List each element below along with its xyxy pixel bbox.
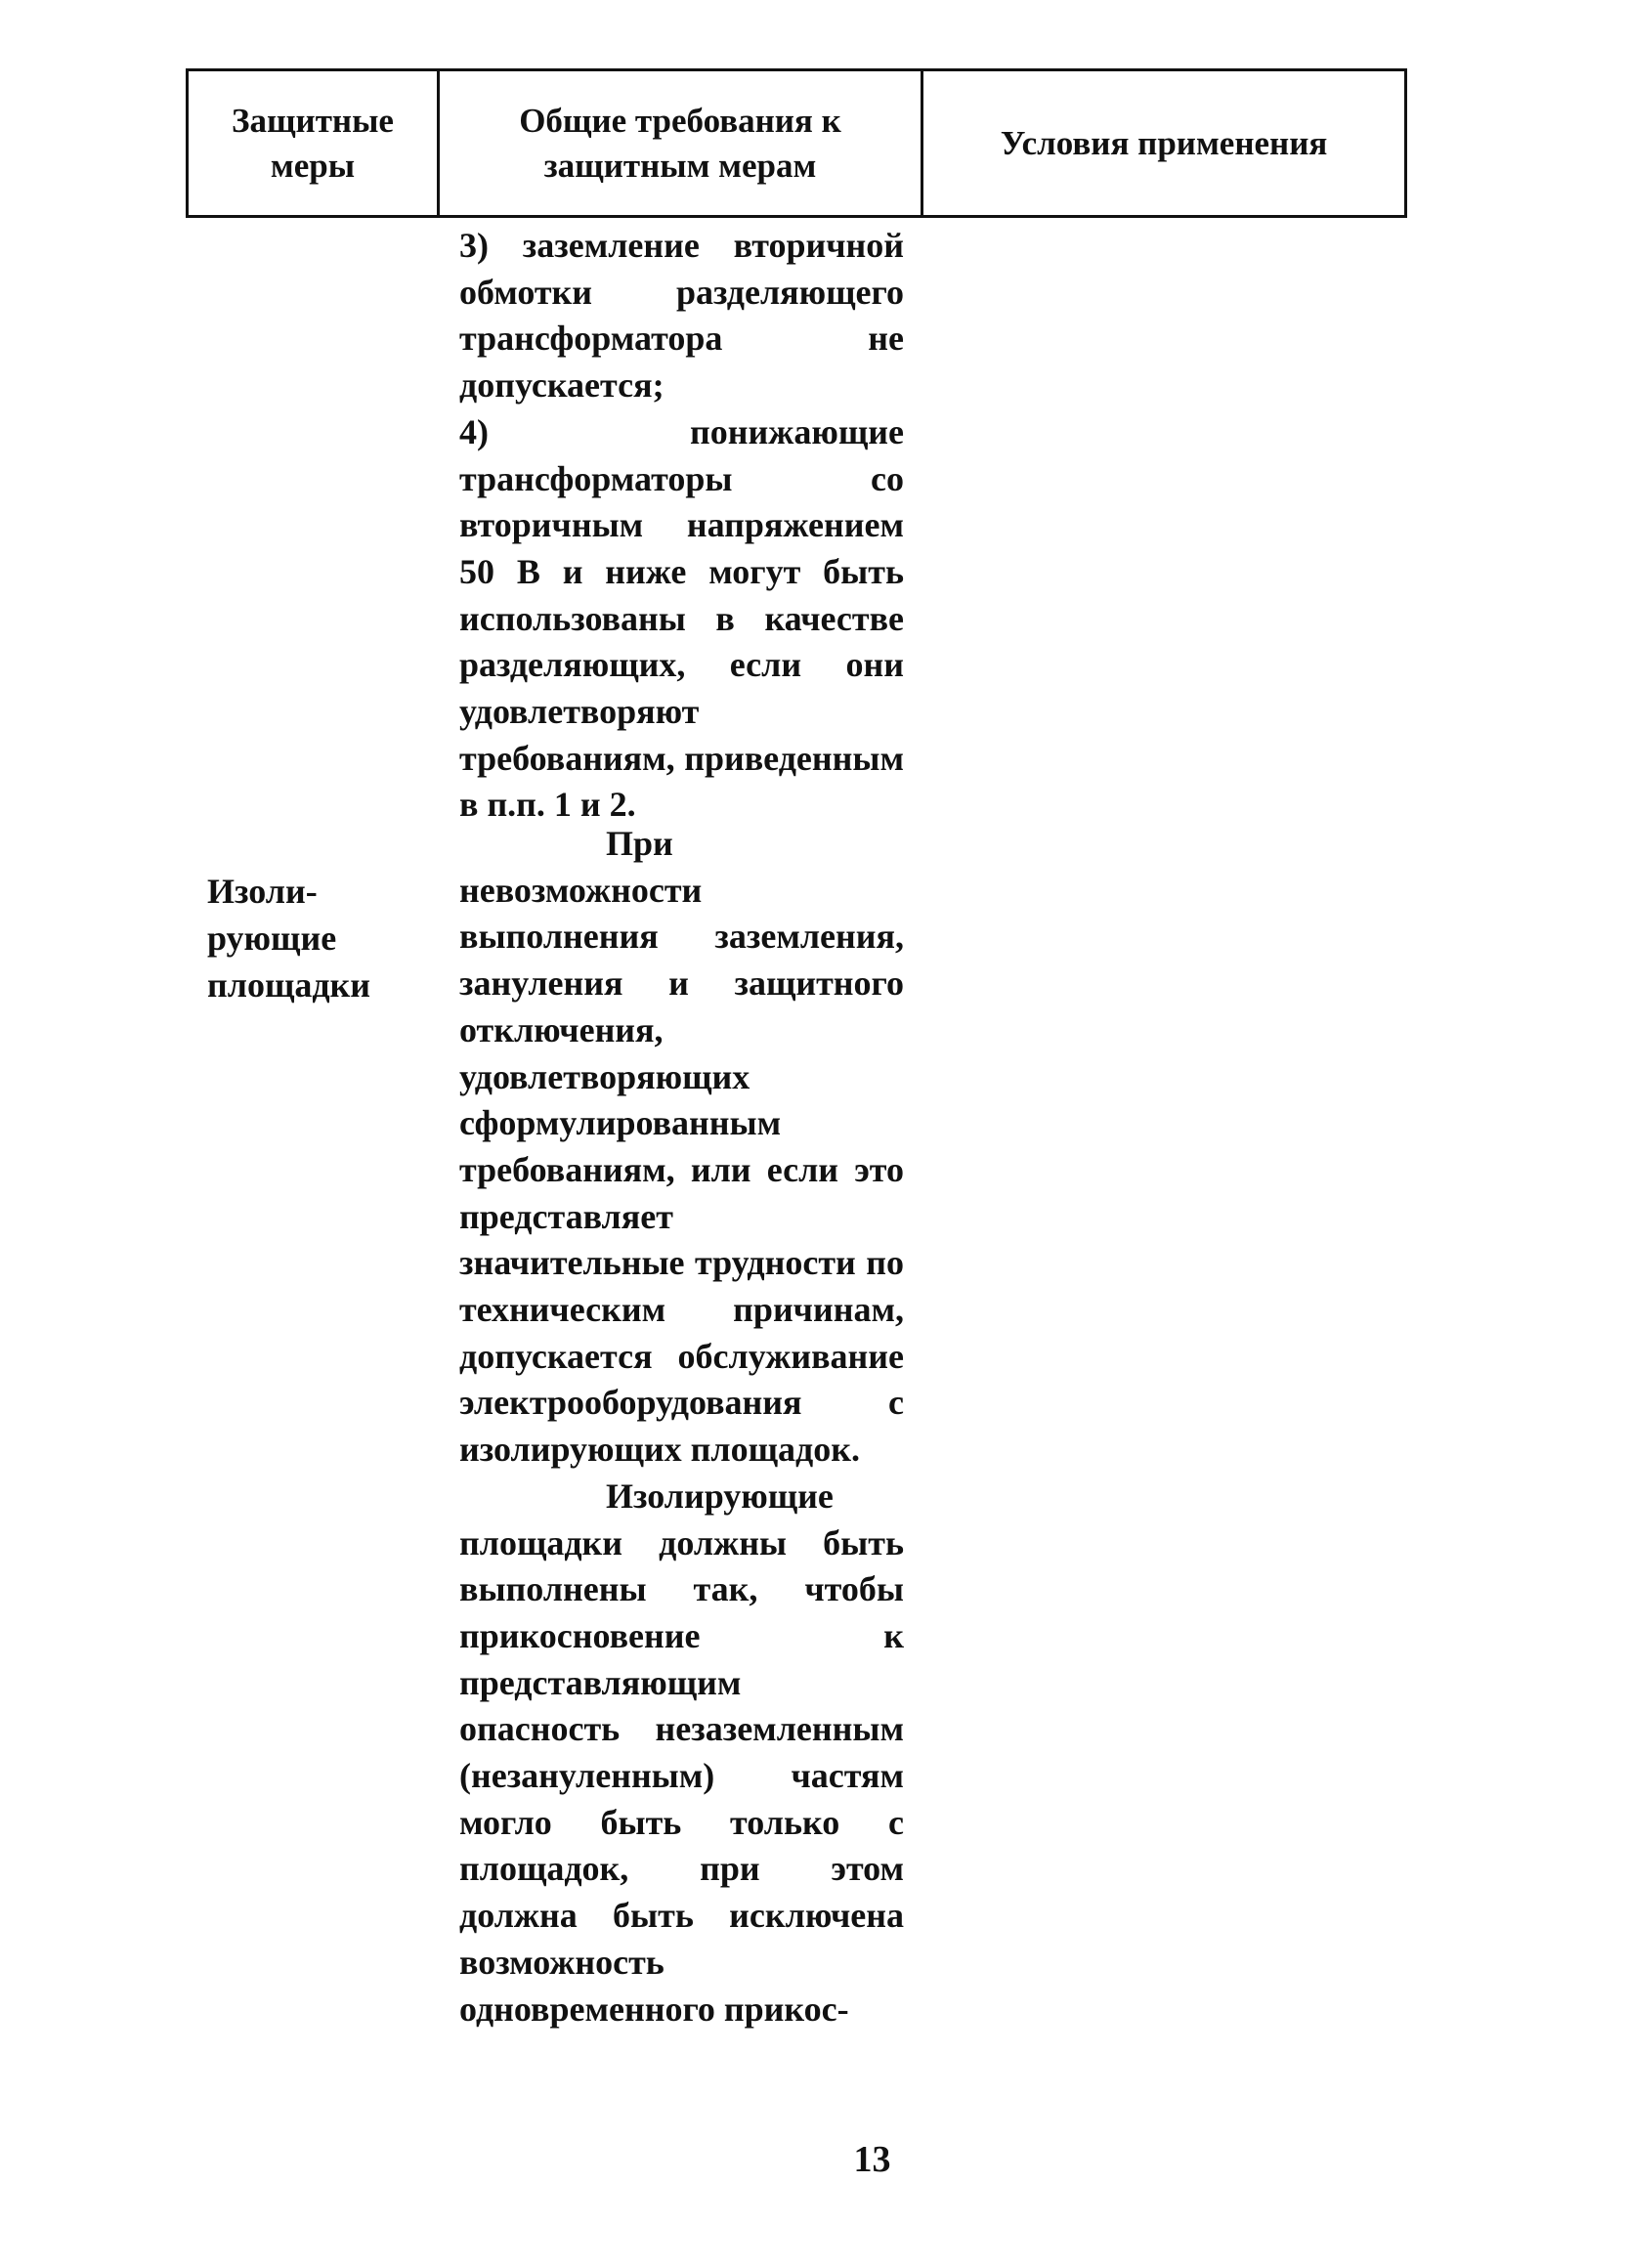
page-number: 13	[853, 2139, 891, 2180]
table-header	[186, 68, 1407, 218]
header-general-requirements: Общие требования к защитным мерам	[440, 71, 923, 215]
isolating-platforms-paragraph-1: При невозможности выполнения заземления, зануления и защитного отключения, удовлетворяющих сформулированным требованиям, или если это представляет значительные трудности по техническим причинам, допускается обслуживание электрооборудования с изолирующих площадок.	[459, 824, 904, 1470]
isolating-platforms-requirements	[459, 821, 904, 2033]
header-protective-measures: Защитные меры	[189, 71, 440, 215]
header-application-conditions: Условия применения	[1000, 123, 1328, 162]
requirement-item-3: 3) заземление вторичной обмотки разделяющего трансформатора не допускается;	[459, 226, 904, 406]
requirements-continuation	[459, 223, 904, 829]
requirement-item-4: 4) понижающие трансформаторы со вторичным напряжением 50 В и ниже могут быть использованы в качестве разделяющих, если они удовлетворяют требованиям, приведенным в п.п. 1 и 2.	[459, 411, 904, 825]
isolating-platforms-paragraph-2: Изолирующие площадки должны быть выполнены так, чтобы прикосновение к представляющим опасность незаземленным (незануленным) частям могло быть только с площадок, при этом должна быть исключена возможность одновременного прикос-	[459, 1476, 904, 2029]
measure-label-isolating-platforms: Изоли- рующие площадки	[207, 872, 371, 1005]
